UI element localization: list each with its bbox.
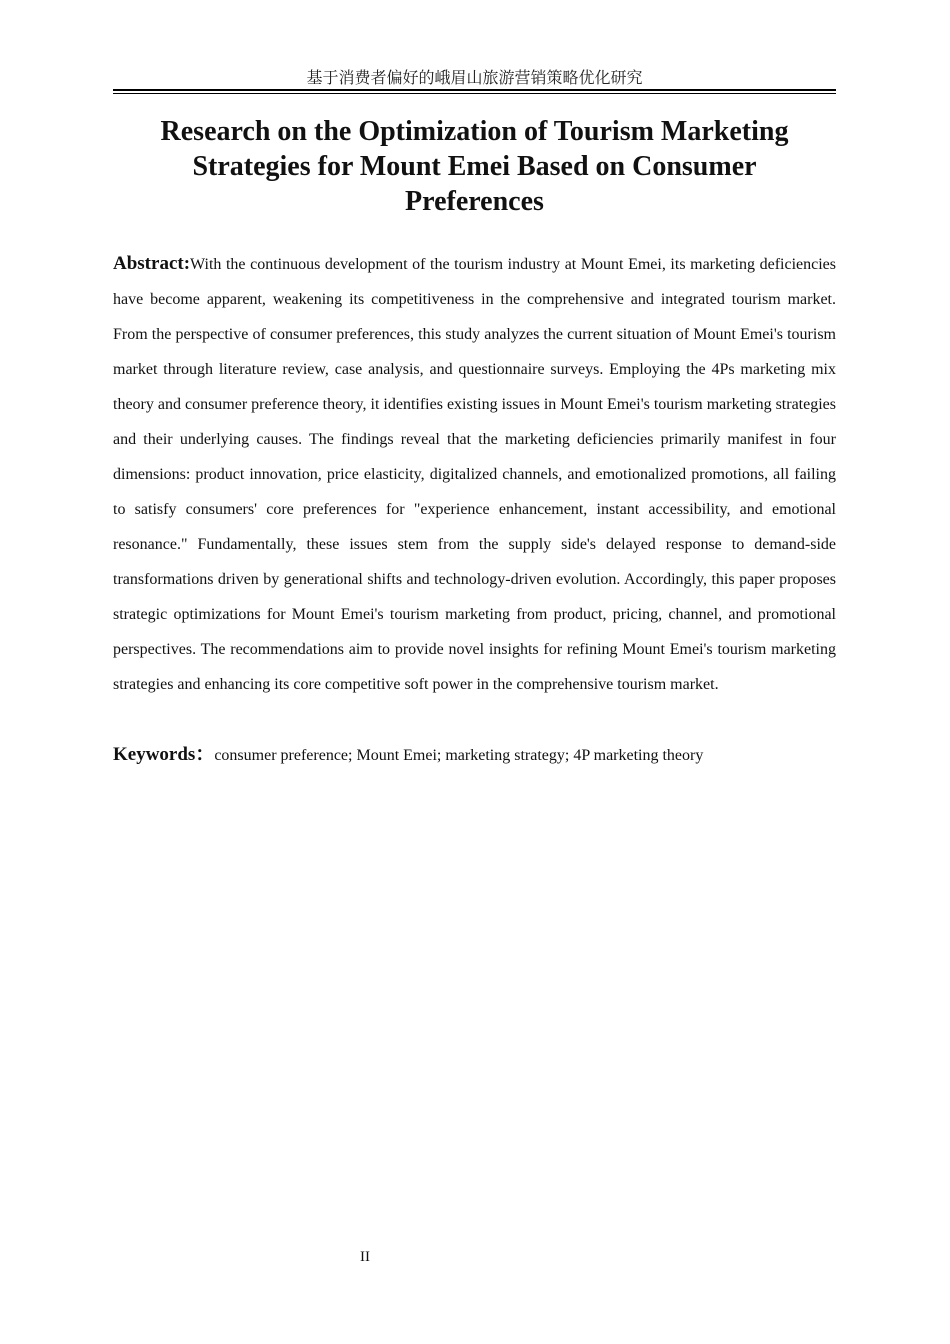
title-line-2: Strategies for Mount Emei Based on Consumer: [192, 151, 757, 182]
keywords-text: consumer preference; Mount Emei; marketing strategy; 4P marketing theory: [214, 747, 704, 764]
keywords-label: Keywords：: [113, 744, 215, 765]
running-header: 基于消费者偏好的峨眉山旅游营销策略优化研究: [306, 68, 643, 87]
abstract-paragraph: [113, 246, 836, 702]
abstract-text: With the continuous development of the tourism industry at Mount Emei, its marketing deficiencies have become apparent, weakening its competitiveness in the comprehensive and integrated tourism market. From the perspective of consumer preferences, this study analyzes the current situation of Mount Emei's tourism market through literature review, case analysis, and questionnaire surveys. Employing the 4Ps marketing mix theory and consumer preference theory, it identifies existing issues in Mount Emei's tourism marketing strategies and their underlying causes. The findings reveal that the marketing deficiencies primarily manifest in four dimensions: product innovation, price elasticity, digitalized channels, and emotionalized promotions, all failing to satisfy consumers' core preferences for "experience enhancement, instant accessibility, and emotional resonance." Fundamentally, these issues stem from the supply side's delayed response to demand-side transformations driven by generational shifts and technology-driven evolution. Accordingly, this paper proposes strategic optimizations for Mount Emei's tourism marketing from product, pricing, channel, and promotional perspectives. The recommendations aim to provide novel insights for refining Mount Emei's tourism marketing strategies and enhancing its core competitive soft power in the comprehensive tourism market.: [113, 256, 836, 693]
paper-title: [113, 114, 836, 219]
abstract-label: Abstract:: [113, 253, 191, 274]
title-line-1: Research on the Optimization of Tourism Marketing: [160, 116, 789, 147]
keywords-paragraph: [113, 739, 836, 772]
title-line-3: Preferences: [405, 186, 544, 217]
header-rule-thick: [113, 89, 836, 91]
header-rule-thin: [113, 93, 836, 94]
page-number: II: [360, 1249, 370, 1265]
